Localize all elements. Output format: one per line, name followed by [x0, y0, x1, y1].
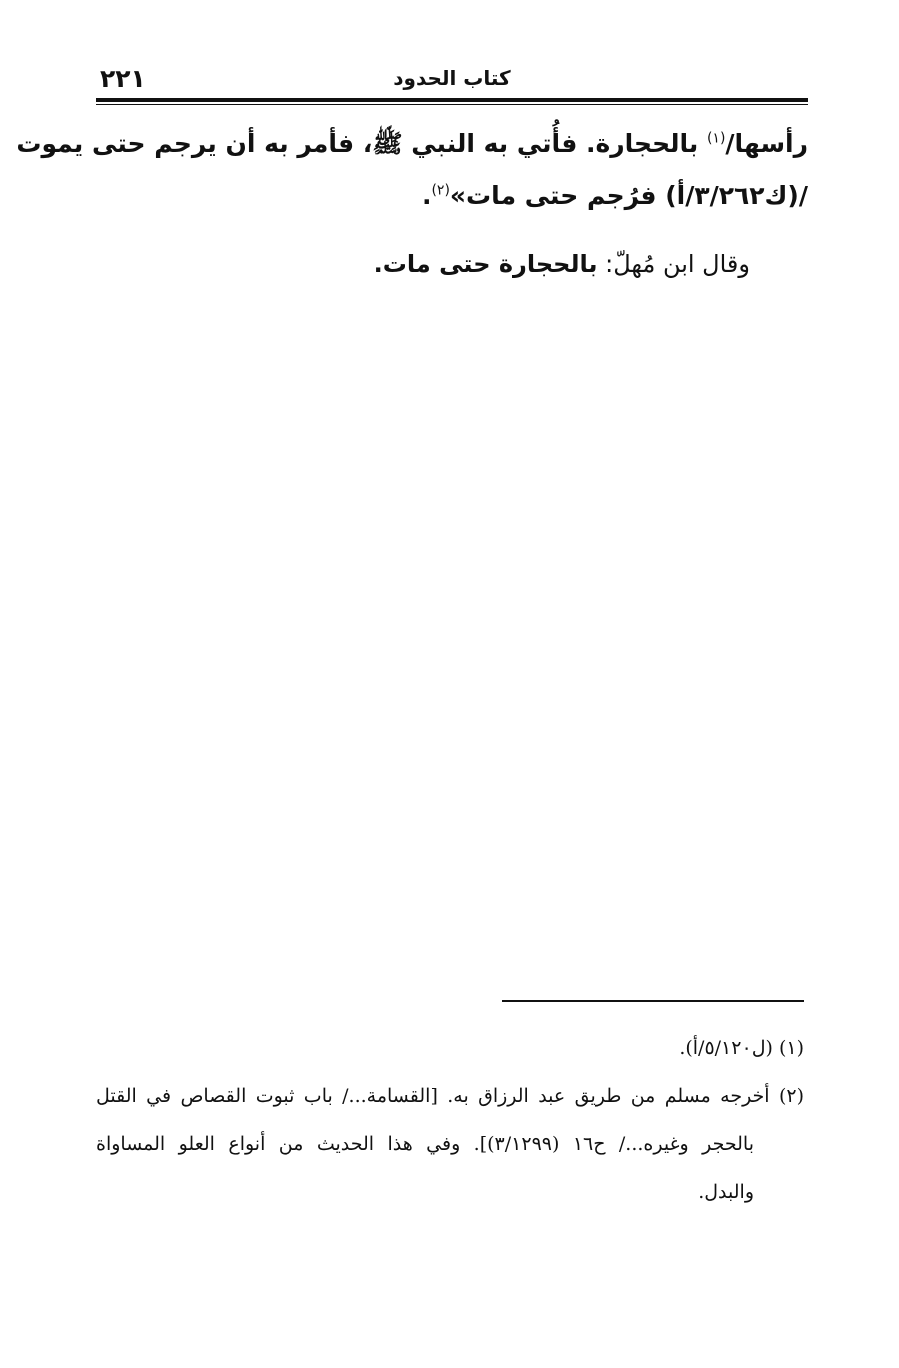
header-rule-thin — [96, 104, 808, 105]
footnote-2-line-3: والبدل. — [698, 1181, 754, 1203]
text-segment: وقال ابن مُهلّ: — [597, 250, 750, 278]
page-number: ٢٢١ — [100, 64, 146, 93]
footnote-ref-1: (١) — [706, 130, 726, 147]
footnote-2-line-2: بالحجر وغيره.../ ح١٦ (٣/١٢٩٩)]. وفي هذا الحديث من أنواع العلو المساواة — [96, 1133, 755, 1155]
page-header — [96, 60, 808, 100]
paragraph-ibn-muhall — [100, 238, 750, 290]
text-segment: رأسها/ — [725, 129, 808, 158]
footnotes — [96, 1024, 804, 1216]
footnote-ref-2: (٢) — [431, 182, 450, 199]
running-title: كتاب الحدود — [393, 66, 511, 90]
text-segment: بالحجارة. فأُتي به النبي ﷺ، فأمر به أن يرجم حتى يموت — [16, 129, 707, 158]
footnote-2-line-1: (٢) أخرجه مسلم من طريق عبد الرزاق به. [القسامة.../ باب ثبوت القصاص في القتل — [96, 1085, 804, 1107]
text-segment: . — [421, 181, 432, 210]
text-segment: بالحجارة حتى مات. — [373, 250, 598, 278]
text-segment: /(ك٣/٢٦٢/أ) فرُجم حتى مات» — [449, 181, 808, 210]
text-line-2 — [100, 170, 808, 222]
main-text — [16, 118, 808, 222]
text-line-1 — [16, 118, 808, 170]
footnote-separator — [502, 1000, 804, 1002]
header-rule — [96, 98, 808, 102]
footnote-1: (١) (ل٥/١٢٠/أ). — [679, 1037, 804, 1059]
